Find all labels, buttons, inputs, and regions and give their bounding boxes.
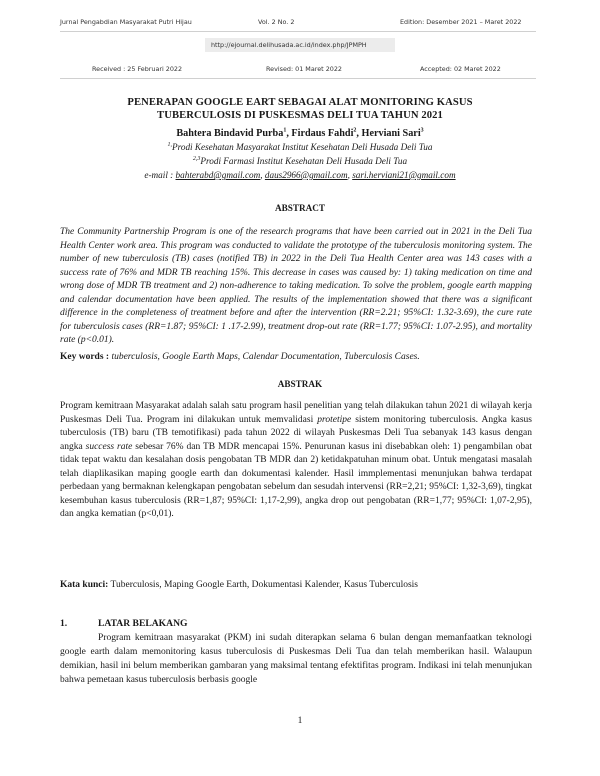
email-link[interactable]: bahterabd@gmail.com [175, 170, 261, 180]
section-body: Program kemitraan masyarakat (PKM) ini sudah diterapkan selama 6 bulan dengan memanfaatkan teknologi google earth dalam memonitoring kasus tuberculosis di Puskesmas Deli Tua dan telah memberikan hasil. Walaupun demikian, hasil ini belum memberikan gambaran yang maksimal tentang efektifitas program. Indikasi ini telah menunjukan bahwa pemetaan kasus tuberculosis berbasis google [60, 633, 532, 685]
affiliation-text: Prodi Farmasi Institut Kesehatan Deli Husada Deli Tua [200, 156, 408, 166]
abstrak-heading: ABSTRAK [277, 379, 323, 389]
affiliation-2 [60, 155, 540, 167]
author-sup: 2 [353, 127, 357, 134]
author-emails: e-mail : bahterabd@gmail.com, daus2966@gmail.com, sari.herviani21@gmail.com [144, 170, 456, 180]
edition-info: Edition: Desember 2021 – Maret 2022 [400, 18, 522, 26]
abstrak-text-a: Program kemitraan Masyarakat adalah salah satu program hasil penelitian yang telah dilakukan tahun 2021 di wilayah kerja Puskesmas Deli Tua. Program ini dilakukan untuk memvalidasi [60, 401, 532, 425]
abstrak-text [60, 400, 532, 522]
paper-title [60, 96, 540, 122]
author-sup: 1 [283, 127, 287, 134]
author-list [60, 127, 540, 140]
accepted-date: Accepted: 02 Maret 2022 [420, 65, 501, 73]
author-sup: 3 [420, 127, 424, 134]
paper-title-line-2: TUBERCULOSIS DI PUSKESMAS DELI TUA TAHUN 2021 [157, 110, 443, 121]
url-row [60, 38, 536, 52]
keywords-value: tuberculosis, Google Earth Maps, Calendar Documentation, Tuberculosis Cases. [111, 352, 420, 362]
affiliation-1 [60, 141, 540, 153]
author-name: Bahtera Bindavid Purba [176, 128, 284, 139]
affiliation-sup: 2,3 [192, 155, 201, 162]
author-sep: , [286, 128, 292, 139]
section-number: 1. [60, 618, 68, 629]
section-heading [60, 618, 187, 629]
revised-date: Revised: 01 Maret 2022 [266, 65, 342, 73]
abstrak-text-b: sistem monitoring tuberculosis. Angka kasus tuberculosis (TB) baru (TB temotifikasi) pada tahun 2022 di wilayah Puskesmas Deli Tua sebanyak 143 kasus dengan angka [60, 414, 532, 452]
paper-title-line-1: PENERAPAN GOOGLE EART SEBAGAI ALAT MONITORING KASUS [127, 97, 473, 108]
affiliation-text: Prodi Kesehatan Masyarakat Institut Kesehatan Deli Husada Deli Tua [172, 142, 433, 152]
journal-url-link[interactable]: http://ejournal.delihusada.ac.id/index.php/JPMPH [205, 38, 395, 52]
journal-name: Jurnal Pengabdian Masyarakat Putri Hijau [60, 18, 192, 26]
abstract-heading: ABSTRACT [274, 203, 326, 213]
abstrak-text-c: sebesar 76% dan TB MDR mencapai 15%. Penurunan kasus ini disebabkan oleh: 1) pengambilan obat tidak tepat waktu dan kesalahan dosis pengobatan TB MDR dan 2) ketidakpatuhan minum obat. Untuk mengatasi masalah telah diaplikasikan maping google earth dan dokumentasi kalender. Hasil immplementasi menunjukan bahwa terdapat perbedaan yang bermaknan kelengkapan pengobatan sebelum dan sesudah intervensi (RR=2,21; 95%CI: 1,32-3,69), tingkat kesembuhan kasus tuberculosis (RR=1,87; 95%CI: 1,17-2,99), angka drop out pengobatan (RR=1,77; 95%CI: 1,07-2,95), dan angka kematian (p<0,01). [60, 441, 533, 519]
dates-row [60, 60, 536, 79]
received-date: Received : 25 Februari 2022 [92, 65, 183, 73]
author-name: Firdaus Fahdi [291, 128, 354, 139]
abstrak-em-success-rate: success rate [85, 441, 133, 452]
abstract-text: The Community Partnership Program is one of the research programs that have been carried out in 2021 in the Deli Tua Health Center work area. This program was conducted to validate the prototype of the tuberculosis monitoring system. The number of new tuberculosis (TB) cases (notified TB) in 2022 in the Deli Tua Health Center area was 143 cases with a success rate of 76% and MDR TB reaching 15%. This decrease in cases was caused by: 1) taking medication on time and wrong dose of MDR TB treatment and 2) non-adherence to taking medication. To solve the problem, google earth mapping and calendar documentation have been applied. The results of the implementation showed that there was a significant difference in the completeness of treatment before and after the intervention (RR=2.21; 95%CI: 1.32-3.69), the cure rate for tuberculosis cases (RR=1.87; 95%CI: 1 .17-2.99), treatment drop-out rate (RR=1.77; 95%CI: 1.07-2.95), and mortality rate (p<0.01). [60, 227, 532, 345]
email-link[interactable]: sari.herviani21@gmail.com [352, 170, 456, 180]
email-label: e-mail : [144, 170, 176, 180]
journal-header [60, 13, 536, 32]
page-number: 1 [297, 716, 303, 726]
keywords-en [60, 351, 532, 364]
email-link[interactable]: daus2966@gmail.com [264, 170, 348, 180]
volume-info: Vol. 2 No. 2 [258, 18, 295, 26]
keywords-id [60, 579, 532, 592]
section-title: LATAR BELAKANG [98, 618, 188, 629]
keywords-label: Key words : [60, 352, 110, 362]
abstrak-em-protetipe: protetipe [317, 414, 352, 425]
kata-kunci-label: Kata kunci: [60, 580, 109, 590]
kata-kunci-value: Tuberculosis, Maping Google Earth, Dokumentasi Kalender, Kasus Tuberculosis [110, 580, 418, 590]
author-name: Herviani Sari [361, 128, 421, 139]
affiliation-sup: 1, [167, 141, 173, 148]
author-sep: , [356, 128, 362, 139]
